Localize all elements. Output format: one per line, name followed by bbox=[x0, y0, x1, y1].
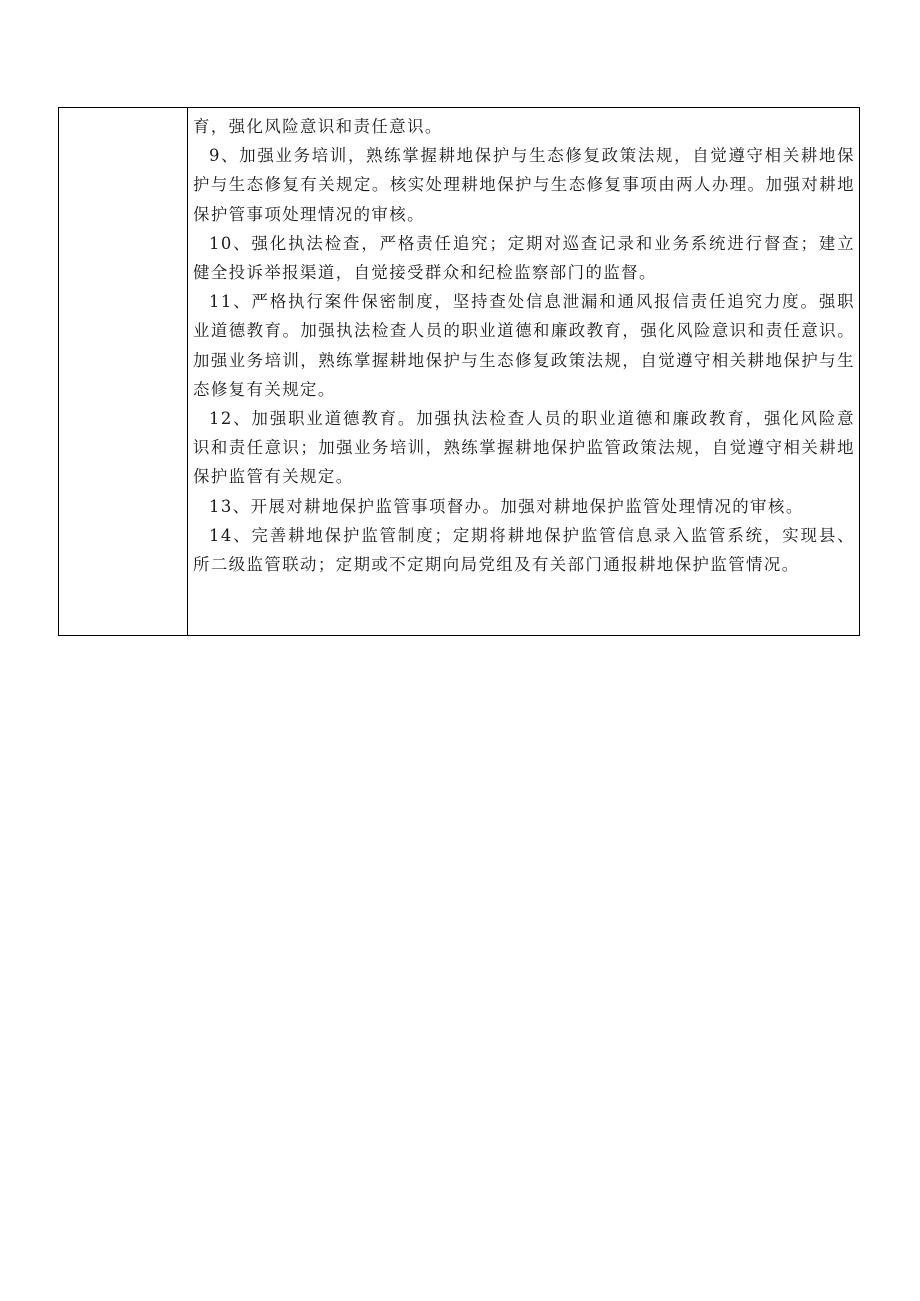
paragraph-item-12: 12、加强职业道德教育。加强执法检查人员的职业道德和廉政教育，强化风险意识和责任意识；加强业务培训，熟练掌握耕地保护监管政策法规，自觉遵守相关耕地保护监管有关规定。 bbox=[193, 409, 855, 487]
paragraph-item-10: 10、强化执法检查，严格责任追究；定期对巡查记录和业务系统进行督查；建立健全投诉举报渠道，自觉接受群众和纪检监察部门的监督。 bbox=[193, 233, 855, 283]
paragraph-item-11: 11、严格执行案件保密制度，坚持查处信息泄漏和通风报信责任追究力度。强职业道德教育。加强执法检查人员的职业道德和廉政教育，强化风险意识和责任意识。加强业务培训，熟练掌握耕地保护与生态修复政策法规，自觉遵守相关耕地保护与生态修复有关规定。 bbox=[193, 292, 855, 399]
paragraph-item-13: 13、开展对耕地保护监管事项督办。加强对耕地保护监管处理情况的审核。 bbox=[209, 496, 804, 516]
table-left-cell bbox=[59, 108, 188, 635]
content-table bbox=[58, 107, 860, 636]
paragraph-item-14: 14、完善耕地保护监管制度；定期将耕地保护监管信息录入监管系统，实现县、所二级监管联动；定期或不定期向局党组及有关部门通报耕地保护监管情况。 bbox=[193, 525, 855, 575]
table-right-cell bbox=[188, 108, 859, 635]
paragraph-item-9: 9、加强业务培训，熟练掌握耕地保护与生态修复政策法规，自觉遵守相关耕地保护与生态修复有关规定。核实处理耕地保护与生态修复事项由两人办理。加强对耕地保护管事项处理情况的审核。 bbox=[193, 146, 855, 224]
paragraph-continuation: 育，强化风险意识和责任意识。 bbox=[193, 117, 443, 136]
